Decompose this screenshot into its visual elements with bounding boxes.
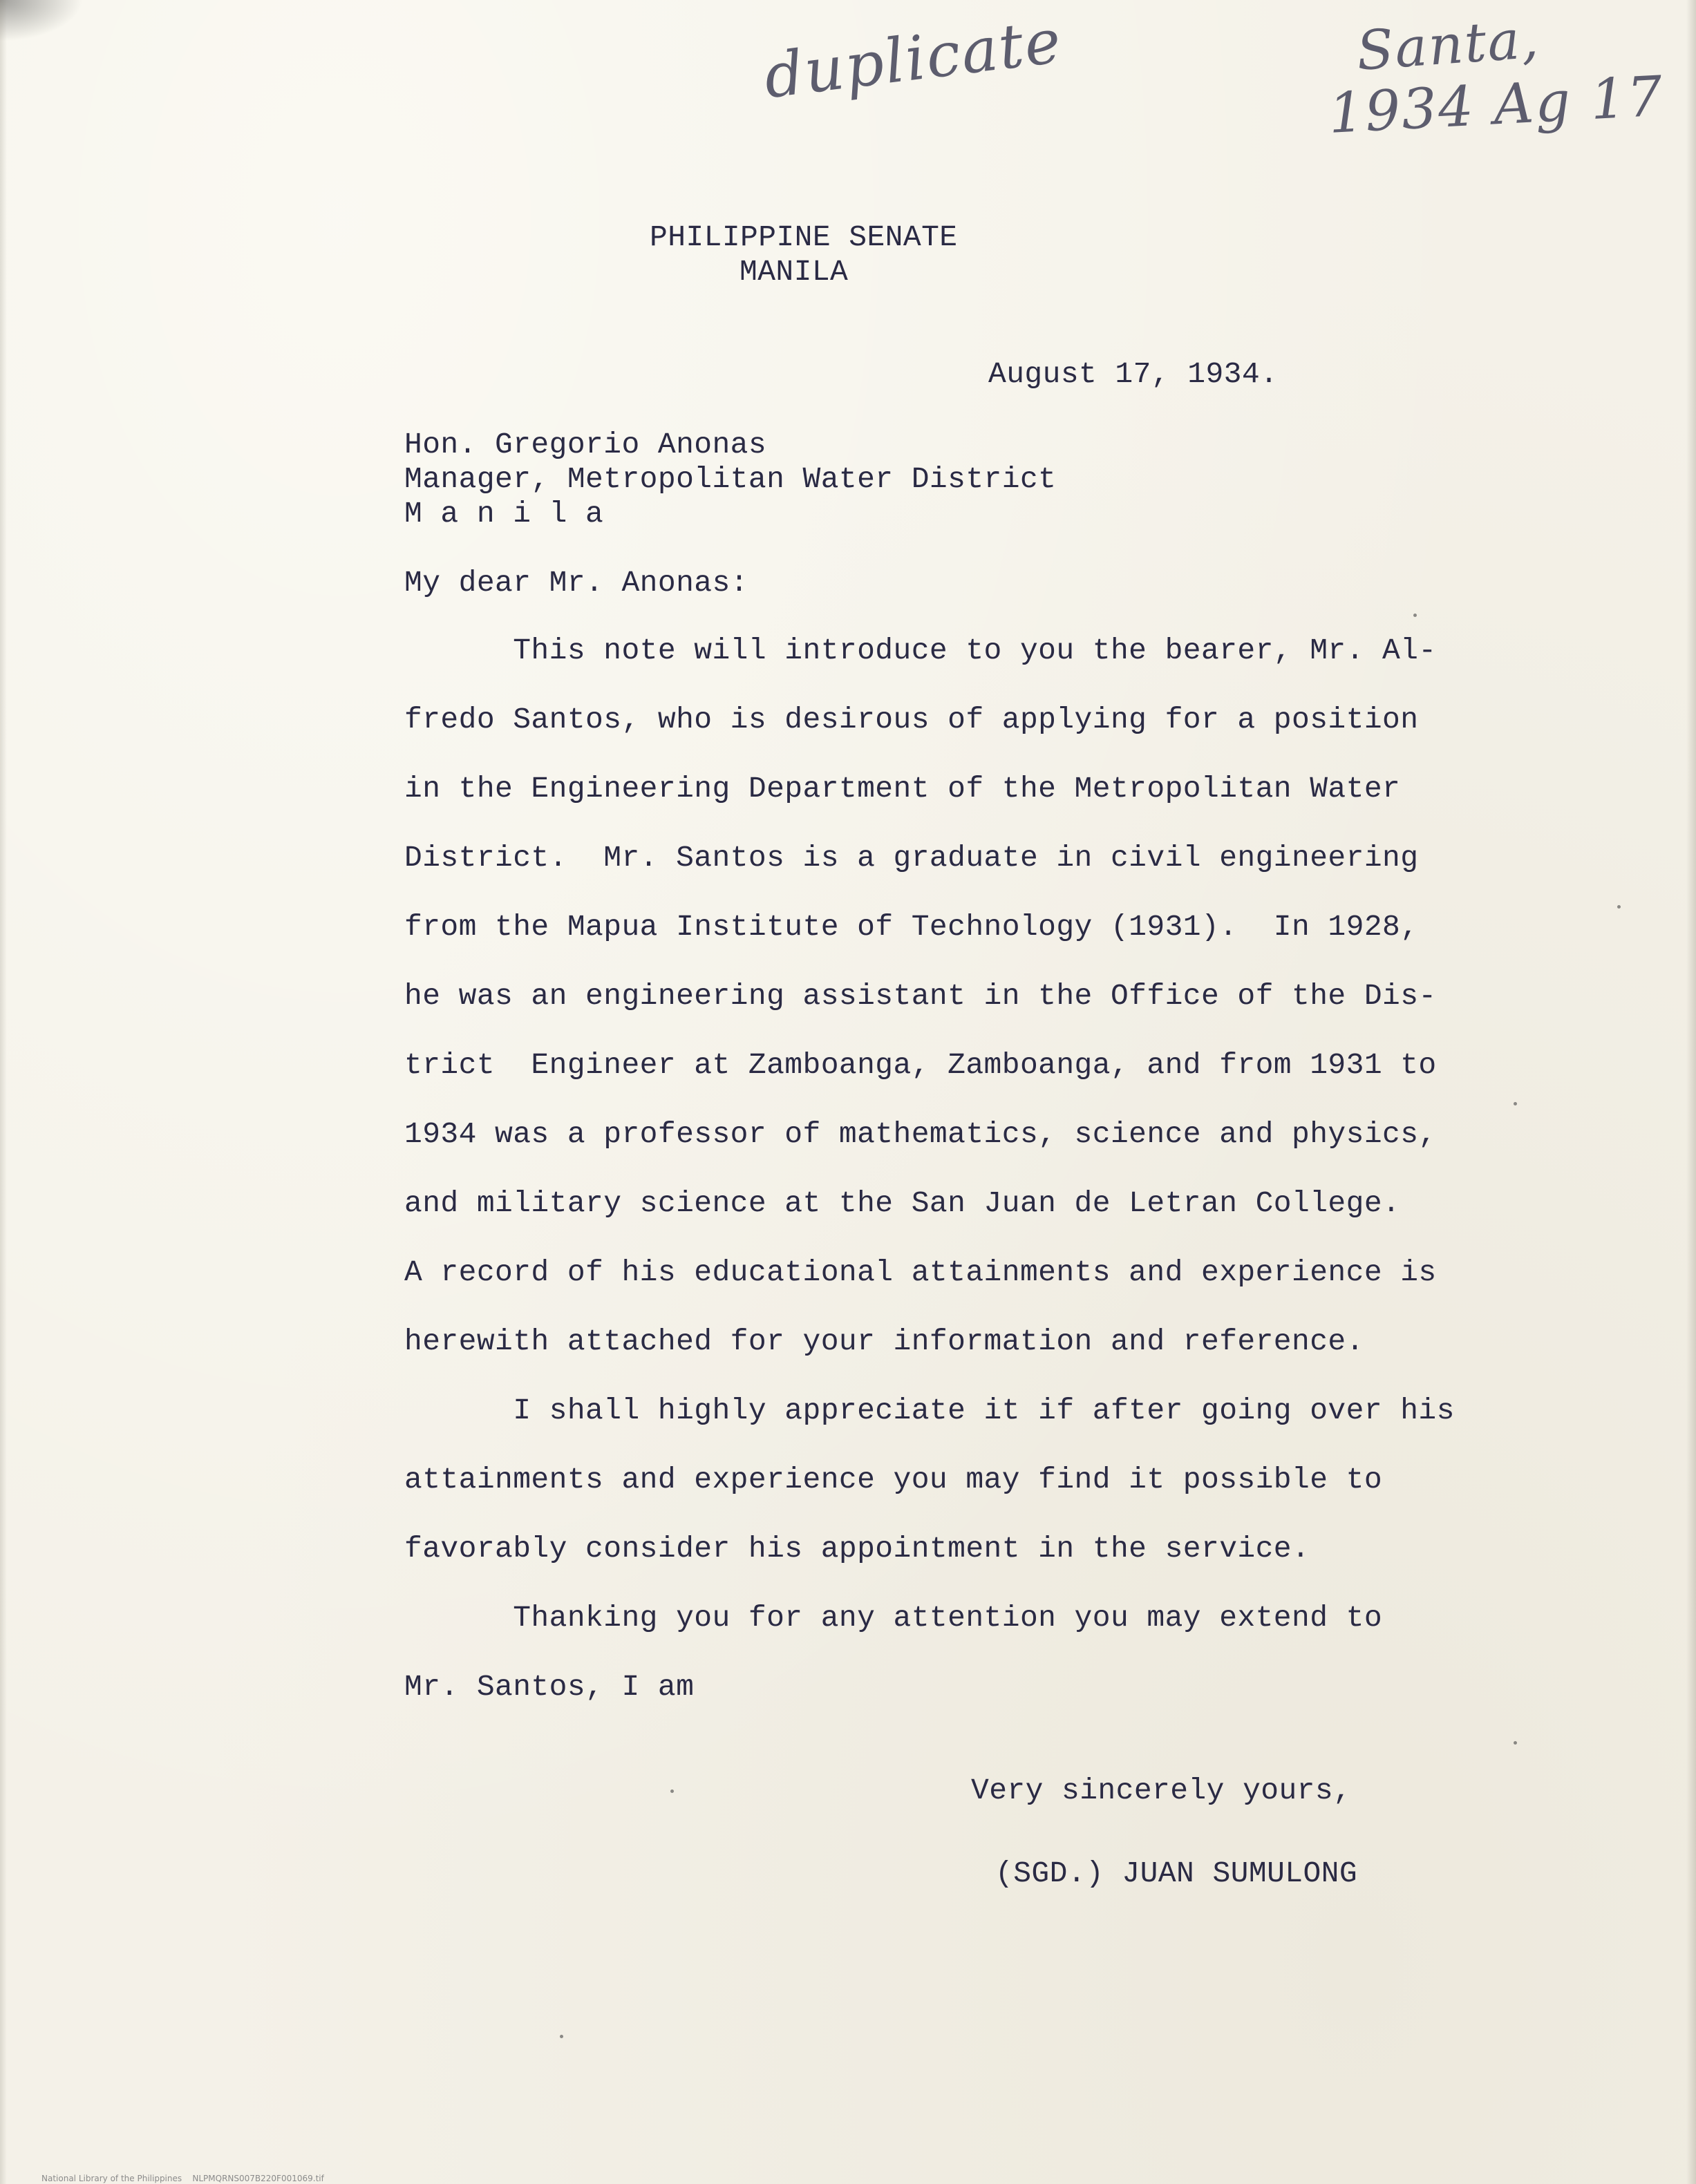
closing: Very sincerely yours, <box>971 1774 1352 1807</box>
body-line-1: This note will introduce to you the bearer, Mr. Al- <box>404 634 1437 667</box>
ink-speck <box>560 2035 563 2038</box>
body-line-5: from the Mapua Institute of Technology (1931). In 1928, <box>404 910 1419 944</box>
ink-speck <box>1413 614 1417 617</box>
ink-speck <box>1514 1102 1517 1105</box>
recipient-name: Hon. Gregorio Anonas <box>404 428 767 462</box>
body-line-10: A record of his educational attainments and experience is <box>404 1255 1437 1289</box>
handwritten-corner-date: 1934 Ag 17 <box>1327 64 1666 146</box>
handwritten-duplicate-note: duplicate <box>760 5 1066 113</box>
salutation: My dear Mr. Anonas: <box>404 566 748 600</box>
archive-footer-stamp: National Library of the Philippines NLPMQRNS007B220F001069.tif <box>41 2174 324 2183</box>
body-line-4: District. Mr. Santos is a graduate in civil engineering <box>404 841 1419 875</box>
letter-date: August 17, 1934. <box>988 357 1279 391</box>
body-line-16: Mr. Santos, I am <box>404 1670 695 1704</box>
body-line-12: I shall highly appreciate it if after going over his <box>404 1394 1455 1427</box>
body-line-13: attainments and experience you may find it possible to <box>404 1463 1383 1497</box>
body-line-11: herewith attached for your information and reference. <box>404 1324 1364 1358</box>
body-line-2: fredo Santos, who is desirous of applying for a position <box>404 703 1419 737</box>
body-line-14: favorably consider his appointment in the service. <box>404 1532 1310 1566</box>
scan-edge-right <box>1686 0 1696 2184</box>
letterhead-line-1: PHILIPPINE SENATE <box>650 220 958 254</box>
scan-shadow-corner <box>0 0 83 41</box>
scan-edge-left <box>0 0 7 2184</box>
body-line-3: in the Engineering Department of the Metropolitan Water <box>404 772 1401 806</box>
ink-speck <box>670 1789 674 1793</box>
body-line-15: Thanking you for any attention you may extend to <box>404 1601 1383 1635</box>
body-line-9: and military science at the San Juan de Letran College. <box>404 1186 1401 1220</box>
recipient-title: Manager, Metropolitan Water District <box>404 462 1057 496</box>
body-line-6: he was an engineering assistant in the Office of the Dis- <box>404 979 1437 1013</box>
ink-speck <box>1617 905 1621 909</box>
ink-speck <box>1514 1741 1517 1745</box>
handwritten-corner-name: Santa, <box>1355 8 1542 83</box>
signature-line: (SGD.) JUAN SUMULONG <box>995 1857 1358 1890</box>
body-line-7: trict Engineer at Zamboanga, Zamboanga, and from 1931 to <box>404 1048 1437 1082</box>
recipient-city: M a n i l a <box>404 497 604 531</box>
body-line-8: 1934 was a professor of mathematics, science and physics, <box>404 1117 1437 1151</box>
letterhead-line-2: MANILA <box>739 255 849 289</box>
